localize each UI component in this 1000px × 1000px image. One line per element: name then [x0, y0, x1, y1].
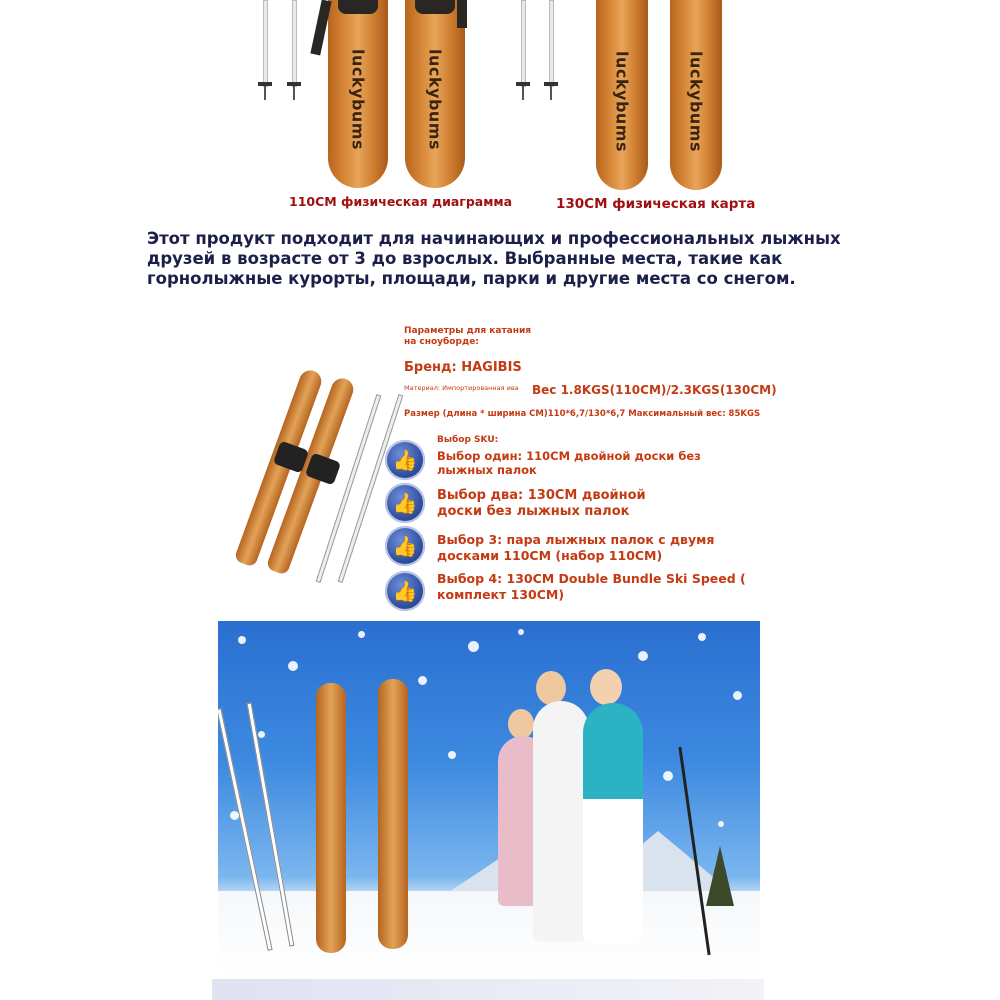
lifestyle-photo-skiers — [218, 621, 760, 976]
ski-pole — [521, 0, 526, 87]
sku-label: Выбор SKU: — [437, 435, 499, 445]
snowflake — [663, 771, 673, 781]
binding — [415, 0, 455, 14]
ski-130-right — [670, 0, 722, 190]
pole-tip — [264, 86, 266, 100]
ski-pole — [263, 0, 268, 87]
thumbs-up-icon: 👍 — [385, 483, 425, 523]
spec-weight: Вес 1.8KGS(110CM)/2.3KGS(130CM) — [532, 383, 777, 397]
foreground-ski — [316, 683, 346, 953]
snowflake — [718, 821, 724, 827]
ski-pole — [549, 0, 554, 87]
spec-size: Размер (длина * ширина CM)110*6,7/130*6,7 Максимальный вес: 85KGS — [404, 409, 761, 419]
sku-option-2[interactable]: Выбор два: 130CM двойной доски без лыжных палок — [437, 488, 646, 519]
caption-110cm: 110CM физическая диаграмма — [289, 194, 513, 209]
sku-option-4[interactable]: Выбор 4: 130CM Double Bundle Ski Speed ( комплект 130CM) — [437, 571, 746, 602]
thumbs-up-icon: 👍 — [385, 440, 425, 480]
ski-110-right — [405, 0, 465, 188]
ski-130-left — [596, 0, 648, 190]
ski-brand-logo: luckybums — [425, 49, 445, 150]
ski-brand-logo: luckybums — [686, 51, 706, 152]
snowflake — [238, 636, 246, 644]
pole-tip — [550, 86, 552, 100]
snowflake — [518, 629, 524, 635]
spec-brand: Бренд: HAGIBIS — [404, 360, 522, 375]
ski-pole — [292, 0, 297, 87]
snowflake — [418, 676, 427, 685]
ski-brand-logo: luckybums — [612, 51, 632, 152]
snowflake — [468, 641, 479, 652]
binding-strap — [310, 0, 331, 55]
snowflake — [448, 751, 456, 759]
thumbs-up-icon: 👍 — [385, 571, 425, 611]
ski-brand-logo: luckybums — [348, 49, 368, 150]
snowflake — [230, 811, 239, 820]
snowflake — [288, 661, 298, 671]
caption-130cm: 130CM физическая карта — [556, 196, 756, 212]
skier-head — [508, 709, 534, 739]
spec-header: Параметры для катания на сноуборде: — [404, 326, 532, 347]
snowflake — [698, 633, 706, 641]
product-description: Этот продукт подходит для начинающих и профессиональных лыжных друзей в возрасте от 3 до взрослых. Выбранные места, такие как горнолыжные курорты, площади, парки и другие места со снегом. — [147, 229, 841, 288]
product-photo-skis-top — [230, 0, 770, 195]
snow-ground — [218, 891, 760, 976]
snowflake — [358, 631, 365, 638]
pole-tip — [293, 86, 295, 100]
snowflake — [638, 651, 648, 661]
product-photo-skis-with-poles — [218, 345, 398, 595]
binding-strap — [457, 0, 467, 28]
tree — [706, 846, 734, 906]
skier-teal — [583, 703, 643, 943]
foreground-ski — [378, 679, 408, 949]
snowflake — [733, 691, 742, 700]
spec-material: Материал: Импортированная ива — [404, 384, 519, 392]
pole-tip — [522, 86, 524, 100]
binding — [338, 0, 378, 14]
sku-option-1[interactable]: Выбор один: 110CM двойной доски без лыжных палок — [437, 449, 701, 477]
next-banner-strip — [212, 979, 764, 1000]
thumbs-up-icon: 👍 — [385, 526, 425, 566]
skier-head — [590, 669, 622, 705]
sku-option-3[interactable]: Выбор 3: пара лыжных палок с двумя досками 110CM (набор 110CM) — [437, 532, 715, 563]
skier-head — [536, 671, 566, 705]
ski-110-left — [328, 0, 388, 188]
snowflake — [258, 731, 265, 738]
skier-white — [533, 701, 589, 941]
